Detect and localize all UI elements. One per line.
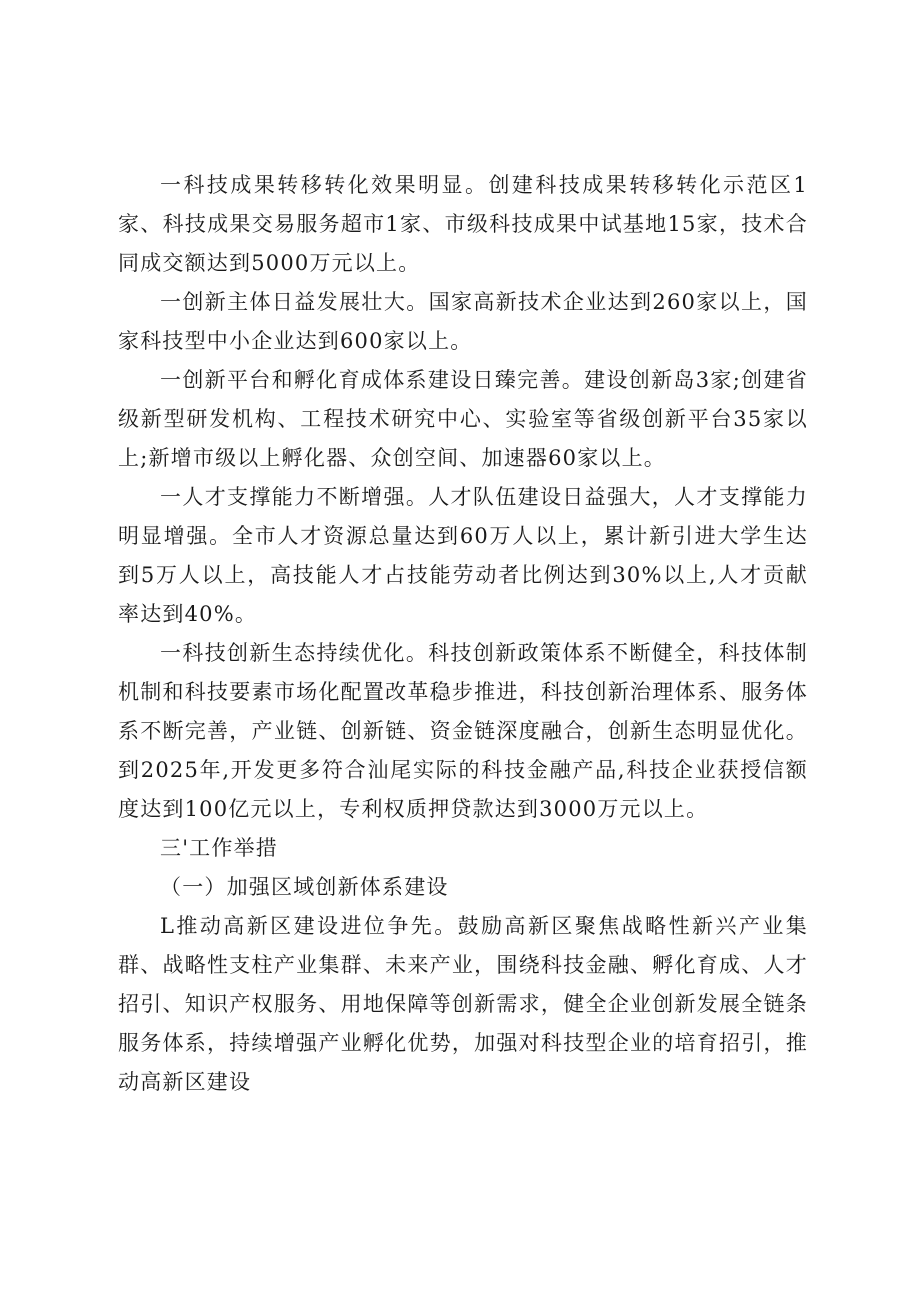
section-heading: 三'工作举措 (160, 836, 278, 860)
subsection-heading: （一）加强区域创新体系建设 (160, 875, 449, 899)
paragraph-innovation-platforms: 一创新平台和孵化育成体系建设日臻完善。建设创新岛3家;创建省级新型研发机构、工程技术研究中心、实验室等省级创新平台35家以上;新增市级以上孵化器、众创空间、加速器60家以上。 (118, 368, 808, 470)
paragraph-tech-transfer: 一科技成果转移转化效果明显。创建科技成果转移转化示范区1家、科技成果交易服务超市1家、市级科技成果中试基地15家，技术合同成交额达到5000万元以上。 (118, 173, 808, 275)
paragraph-talent-support: 一人才支撑能力不断增强。人才队伍建设日益强大，人才支撑能力明显增强。全市人才资源总量达到60万人以上，累计新引进大学生达到5万人以上，高技能人才占技能劳动者比例达到30%以上,人才贡献率达到40%。 (118, 485, 808, 626)
document-body (118, 166, 808, 1102)
paragraph-innovation-ecology: 一科技创新生态持续优化。科技创新政策体系不断健全，科技体制机制和科技要素市场化配置改革稳步推进，科技创新治理体系、服务体系不断完善，产业链、创新链、资金链深度融合，创新生态明显优化。到2025年,开发更多符合汕尾实际的科技金融产品,科技企业获授信额度达到100亿元以上，专利权质押贷款达到3000万元以上。 (118, 641, 808, 821)
paragraph-innovation-entities: 一创新主体日益发展壮大。国家高新技术企业达到260家以上，国家科技型中小企业达到600家以上。 (118, 290, 808, 353)
paragraph-high-tech-zone: L推动高新区建设进位争先。鼓励高新区聚焦战略性新兴产业集群、战略性支柱产业集群、未来产业，围绕科技金融、孵化育成、人才招引、知识产权服务、用地保障等创新需求，健全企业创新发展全链条服务体系，持续增强产业孵化优势，加强对科技型企业的培育招引，推动高新区建设 (118, 914, 808, 1094)
